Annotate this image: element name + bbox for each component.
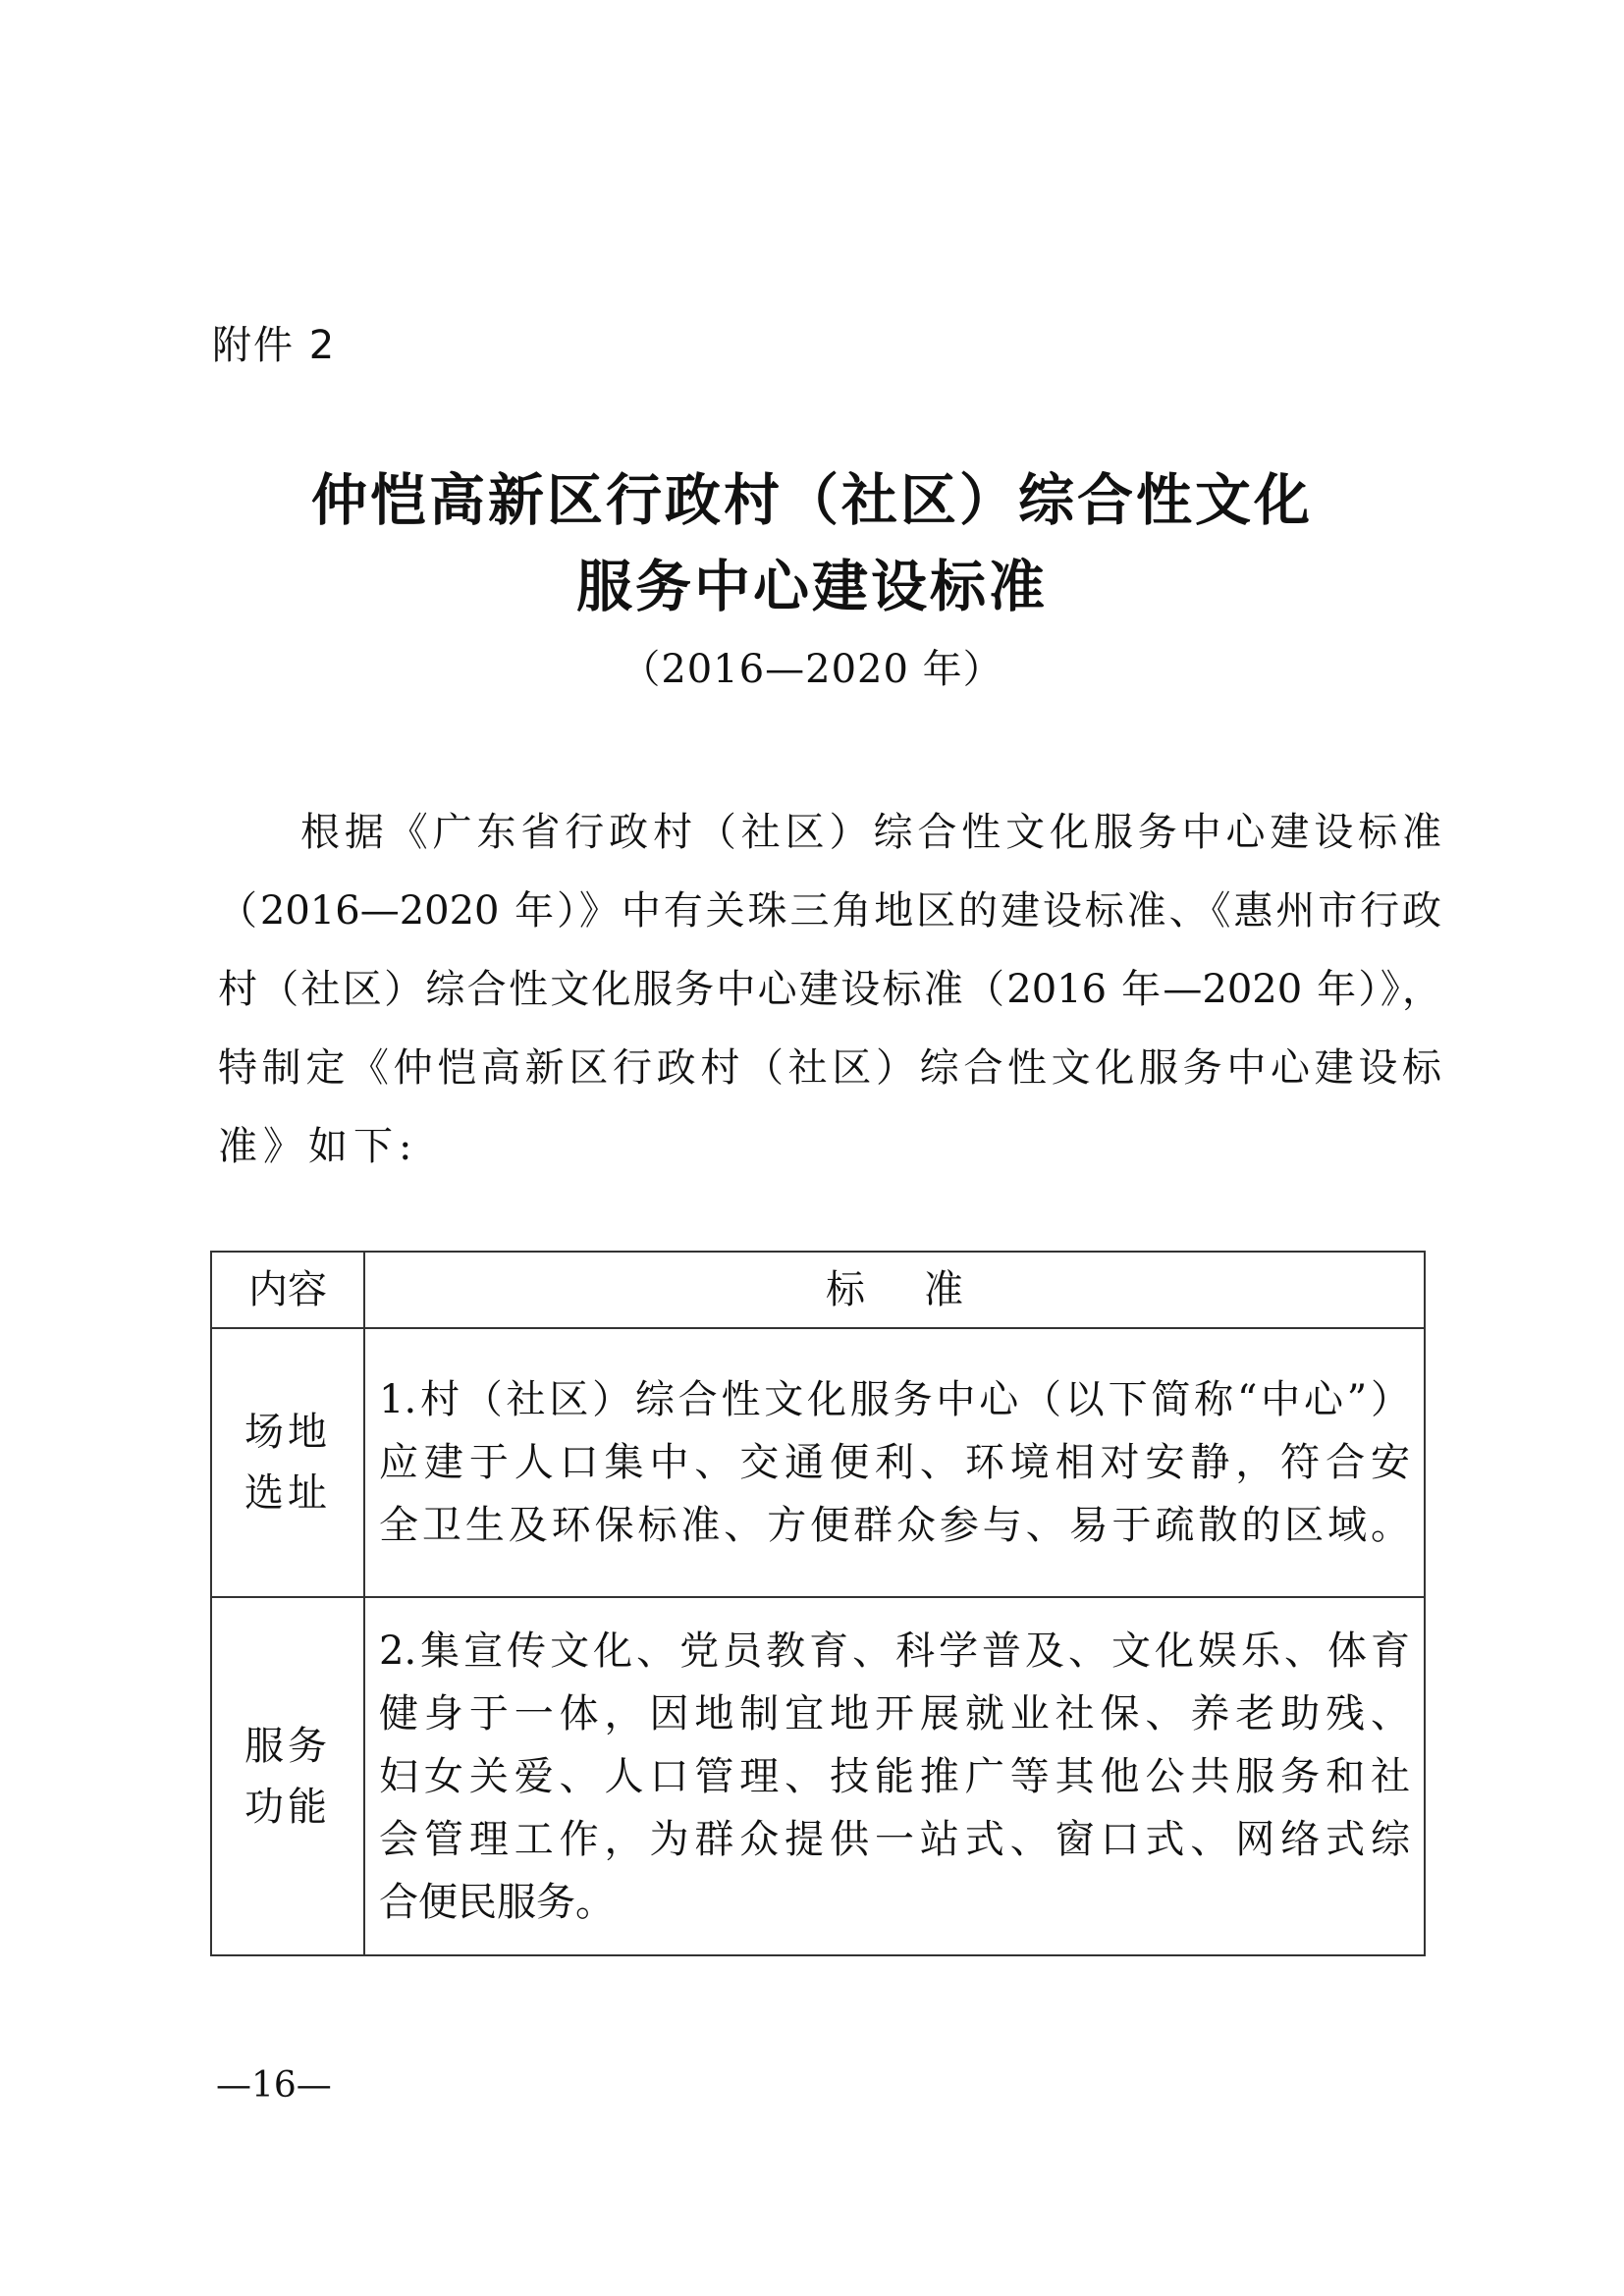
document-title-line-2: 服务中心建设标准	[576, 555, 1048, 619]
standard-cell	[364, 1328, 1425, 1597]
attachment-label: 附件 2	[212, 323, 337, 368]
intro-line: 村（社区）综合性文化服务中心建设标准（2016 年—2020 年）》，	[218, 967, 1441, 1012]
category-cell	[211, 1597, 364, 1955]
table-header-row	[211, 1252, 1425, 1328]
document-title-line-1: 仲恺高新区行政村（社区）综合性文化	[311, 468, 1313, 533]
standards-table	[210, 1251, 1426, 1956]
category-line: 功能	[244, 1784, 331, 1830]
table-row	[211, 1597, 1425, 1955]
header-standard: 标准	[364, 1252, 1425, 1328]
intro-paragraph	[218, 793, 1441, 1186]
intro-line: 特制定《仲恺高新区行政村（社区）综合性文化服务中心建设标	[218, 1045, 1441, 1091]
intro-line: （2016—2020 年）》中有关珠三角地区的建设标准、《惠州市行政	[218, 888, 1441, 934]
standard-line: 合便民服务。	[379, 1879, 615, 1925]
document-subtitle: （2016—2020 年）	[621, 647, 1003, 692]
standard-line: 妇女关爱、人口管理、技能推广等其他公共服务和社	[379, 1753, 1410, 1799]
intro-line: 根据《广东省行政村（社区）综合性文化服务中心建设标准	[300, 810, 1441, 855]
standard-cell	[364, 1597, 1425, 1955]
standard-line: 2.集宣传文化、党员教育、科学普及、文化娱乐、体育	[379, 1628, 1410, 1674]
category-cell	[211, 1328, 364, 1597]
page-number: —16—	[216, 2065, 332, 2106]
category-line: 选址	[244, 1470, 331, 1516]
standard-line: 全卫生及环保标准、方便群众参与、易于疏散的区域。	[379, 1503, 1410, 1548]
standard-line: 健身于一体，因地制宜地开展就业社保、养老助残、	[379, 1690, 1410, 1736]
table-row	[211, 1328, 1425, 1597]
standard-line: 1.村（社区）综合性文化服务中心（以下简称“中心”）	[379, 1377, 1410, 1422]
category-line: 服务	[244, 1723, 331, 1769]
standard-line: 会管理工作，为群众提供一站式、窗口式、网络式综	[379, 1816, 1410, 1862]
standard-line: 应建于人口集中、交通便利、环境相对安静，符合安	[379, 1440, 1410, 1485]
intro-line: 准》如下:	[218, 1124, 418, 1169]
header-content: 内容	[211, 1252, 364, 1328]
category-line: 场地	[244, 1410, 331, 1455]
